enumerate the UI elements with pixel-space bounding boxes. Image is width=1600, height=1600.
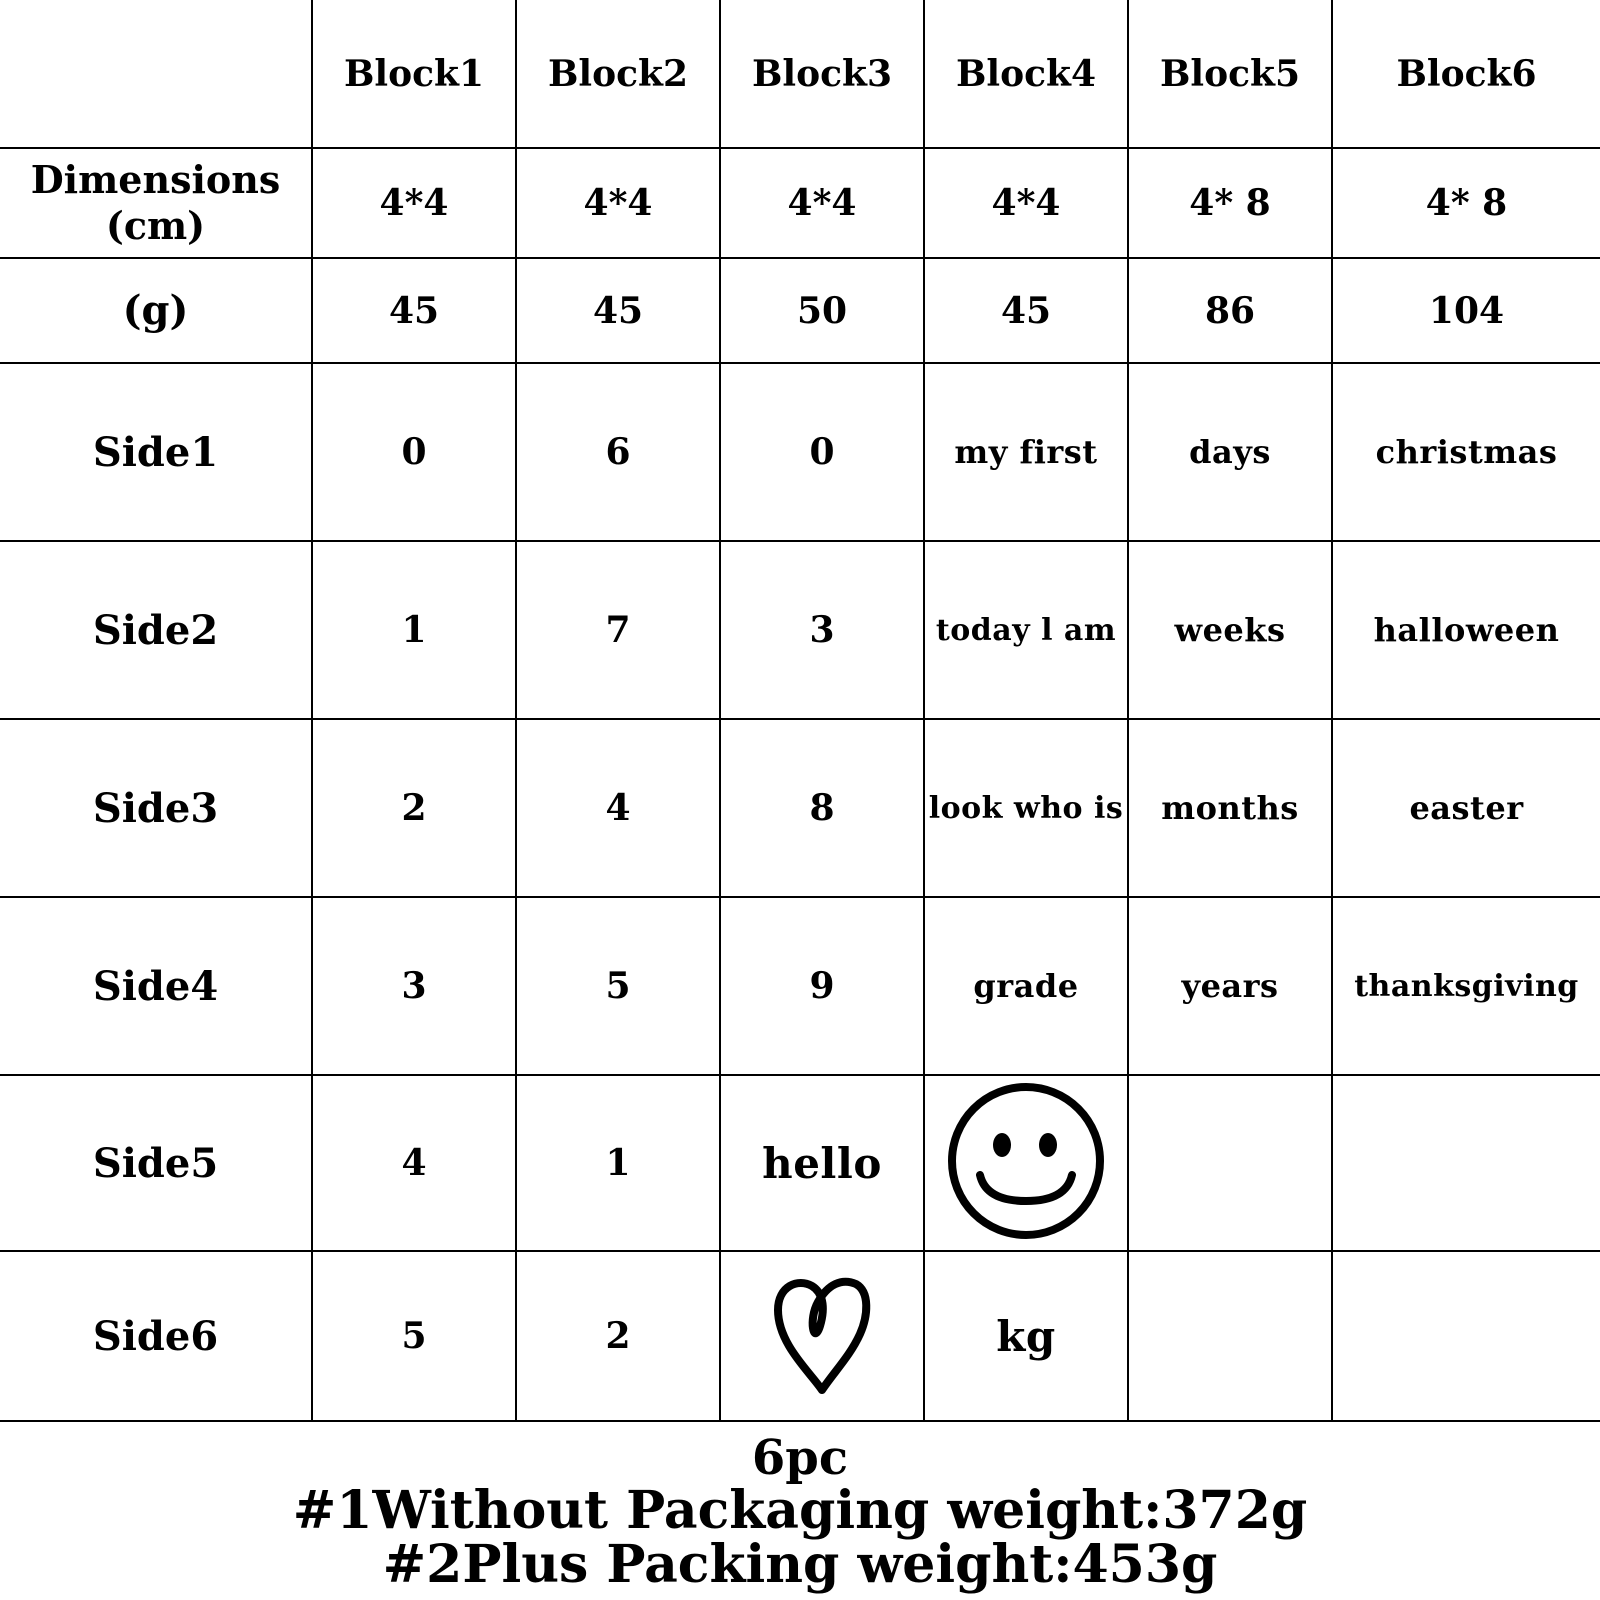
side3-block1: 2 — [312, 719, 516, 897]
header-block4: Block4 — [924, 0, 1128, 148]
side3-row — [0, 719, 1600, 897]
side2-block2: 7 — [516, 541, 720, 719]
dimension-block3: 4*4 — [720, 148, 924, 258]
side6-row — [0, 1251, 1600, 1421]
side3-label: Side3 — [0, 719, 312, 897]
side5-block3: hello — [720, 1075, 924, 1251]
dimension-block5: 4* 8 — [1128, 148, 1332, 258]
side5-block4 — [924, 1075, 1128, 1251]
header-block3: Block3 — [720, 0, 924, 148]
side4-block2: 5 — [516, 897, 720, 1075]
dimension-block1: 4*4 — [312, 148, 516, 258]
footer-weight-without-packaging: #1Without Packaging weight:372g — [292, 1480, 1308, 1541]
side1-block6: christmas — [1332, 363, 1600, 541]
weight-block2: 45 — [516, 258, 720, 363]
side4-block6: thanksgiving — [1332, 897, 1600, 1075]
side5-block6 — [1332, 1075, 1600, 1251]
side4-row — [0, 897, 1600, 1075]
header-block6: Block6 — [1332, 0, 1600, 148]
side3-block5: months — [1128, 719, 1332, 897]
footer-weight-with-packing: #2Plus Packing weight:453g — [382, 1534, 1218, 1595]
side6-block6 — [1332, 1251, 1600, 1421]
dimensions-label — [0, 148, 312, 258]
side6-block5 — [1128, 1251, 1332, 1421]
weight-row — [0, 258, 1600, 363]
dimension-block6: 4* 8 — [1332, 148, 1600, 258]
side5-row — [0, 1075, 1600, 1251]
dimensions-label-line2: (cm) — [105, 203, 206, 248]
side4-block5: years — [1128, 897, 1332, 1075]
weight-label: (g) — [0, 258, 312, 363]
dimensions-label-line1: Dimensions — [30, 157, 281, 202]
smiley-face-icon — [944, 1079, 1108, 1247]
header-block1: Block1 — [312, 0, 516, 148]
header-block5: Block5 — [1128, 0, 1332, 148]
header-block2: Block2 — [516, 0, 720, 148]
side2-block6: halloween — [1332, 541, 1600, 719]
side2-block1: 1 — [312, 541, 516, 719]
dimensions-row — [0, 148, 1600, 258]
side5-block5 — [1128, 1075, 1332, 1251]
weight-block1: 45 — [312, 258, 516, 363]
footer-piece-count: 6pc — [751, 1430, 849, 1486]
side3-block2: 4 — [516, 719, 720, 897]
heart-icon — [770, 1272, 874, 1400]
header-row — [0, 0, 1600, 148]
side4-block3: 9 — [720, 897, 924, 1075]
side2-label: Side2 — [0, 541, 312, 719]
side1-block3: 0 — [720, 363, 924, 541]
side1-block4: my first — [924, 363, 1128, 541]
dimension-block4: 4*4 — [924, 148, 1128, 258]
corner-cell — [0, 0, 312, 148]
footer-notes — [0, 1430, 1600, 1595]
side3-block6: easter — [1332, 719, 1600, 897]
side3-block3: 8 — [720, 719, 924, 897]
side2-row — [0, 541, 1600, 719]
side6-block2: 2 — [516, 1251, 720, 1421]
side1-label: Side1 — [0, 363, 312, 541]
weight-block6: 104 — [1332, 258, 1600, 363]
side3-block4: look who is — [924, 719, 1128, 897]
side6-block3 — [720, 1251, 924, 1421]
side5-label: Side5 — [0, 1075, 312, 1251]
side4-block1: 3 — [312, 897, 516, 1075]
side6-block1: 5 — [312, 1251, 516, 1421]
side6-block4: kg — [924, 1251, 1128, 1421]
side5-block1: 4 — [312, 1075, 516, 1251]
side4-block4: grade — [924, 897, 1128, 1075]
side1-block5: days — [1128, 363, 1332, 541]
weight-block4: 45 — [924, 258, 1128, 363]
side2-block3: 3 — [720, 541, 924, 719]
dimension-block2: 4*4 — [516, 148, 720, 258]
side4-label: Side4 — [0, 897, 312, 1075]
side2-block4: today l am — [924, 541, 1128, 719]
side1-block2: 6 — [516, 363, 720, 541]
weight-block5: 86 — [1128, 258, 1332, 363]
side2-block5: weeks — [1128, 541, 1332, 719]
side5-block2: 1 — [516, 1075, 720, 1251]
side1-block1: 0 — [312, 363, 516, 541]
weight-block3: 50 — [720, 258, 924, 363]
side1-row — [0, 363, 1600, 541]
side6-label: Side6 — [0, 1251, 312, 1421]
